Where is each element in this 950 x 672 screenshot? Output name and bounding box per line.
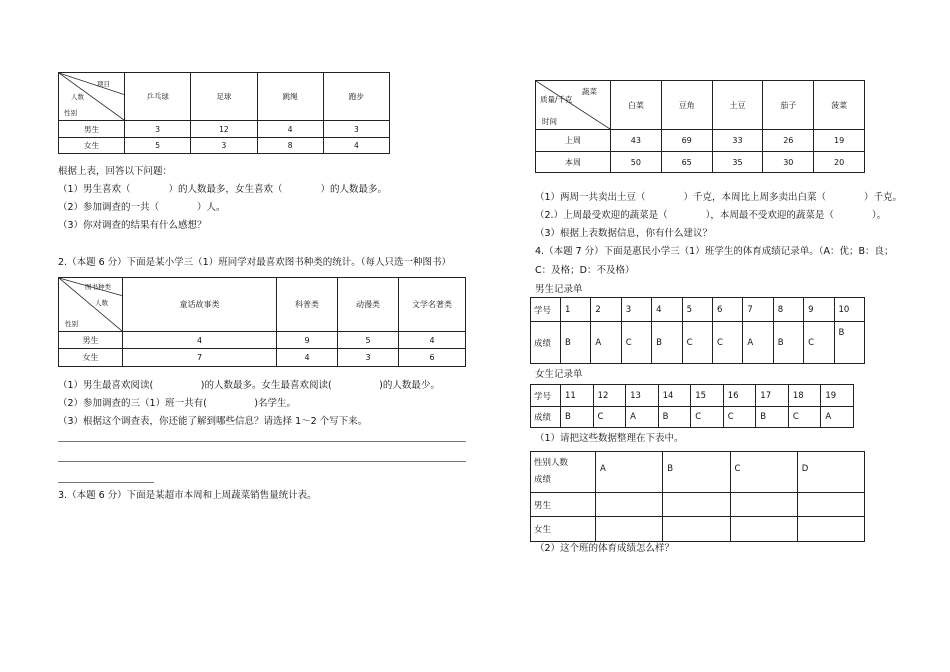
summary-header-bottom: 成绩 <box>534 475 552 485</box>
cell: 3 <box>338 349 399 367</box>
answer-line <box>58 482 154 483</box>
cell: 18 <box>788 385 821 407</box>
cell: A <box>743 322 773 364</box>
cell: B <box>561 322 591 364</box>
answer-cell[interactable] <box>797 517 864 542</box>
cell: 11 <box>561 385 594 407</box>
cell: B <box>756 407 789 428</box>
cell: C <box>712 322 742 364</box>
vegetable-table-header-diag <box>536 81 611 130</box>
col-header: 童话故事类 <box>123 278 277 332</box>
cell: 20 <box>814 152 865 173</box>
cell: 3 <box>323 121 389 138</box>
cell: 33 <box>712 130 763 152</box>
table-row <box>59 349 466 367</box>
cell: 2 <box>591 298 621 322</box>
cell: 8 <box>257 138 323 154</box>
cell: C <box>723 407 756 428</box>
row-label: 男生 <box>59 121 125 138</box>
cell: 5 <box>338 332 399 349</box>
cell: C <box>682 322 712 364</box>
cell: 5 <box>682 298 712 322</box>
girls-record-title: 女生记录单 <box>535 369 583 380</box>
col-header: 白菜 <box>611 81 662 130</box>
col-header: 足球 <box>191 73 257 121</box>
cell: 19 <box>821 385 854 407</box>
hdr-item: 项目 <box>97 80 110 88</box>
girls-record-table <box>530 384 854 428</box>
cell: C <box>691 407 724 428</box>
col-header: 跑步 <box>323 73 389 121</box>
q4-title-2: C：及格；D：不及格） <box>535 265 635 276</box>
cell: B <box>652 322 682 364</box>
cell: 3 <box>621 298 651 322</box>
col-header: 文学名著类 <box>399 278 466 332</box>
col-header: 科普类 <box>277 278 338 332</box>
cell: B <box>658 407 691 428</box>
row-label: 成绩 <box>531 407 561 428</box>
q3-c: （3）根据上表数据信息，你有什么建议？ <box>535 228 713 239</box>
row-label: 学号 <box>531 298 561 322</box>
cell: 50 <box>611 152 662 173</box>
cell: 9 <box>804 298 834 322</box>
hdr-weight: 质量/千克 <box>540 95 573 104</box>
cell: 30 <box>763 152 814 173</box>
cell: 7 <box>123 349 277 367</box>
cell: 12 <box>191 121 257 138</box>
cell: 6 <box>399 349 466 367</box>
row-label: 成绩 <box>531 322 561 364</box>
answer-cell[interactable] <box>663 517 730 542</box>
books-table <box>58 277 466 367</box>
hdr-time: 时间 <box>542 117 557 126</box>
hdr-people: 人数 <box>95 299 108 307</box>
cell: 4 <box>399 332 466 349</box>
cell: C <box>593 407 626 428</box>
col-header: 菠菜 <box>814 81 865 130</box>
answer-line <box>58 461 466 462</box>
row-label: 男生 <box>59 332 123 349</box>
q4-title-1: 4.（本题 7 分）下面是惠民小学三（1）班学生的体育成绩记录单。（A：优；B：良； <box>535 246 894 257</box>
answer-cell[interactable] <box>596 493 663 517</box>
boys-record-table <box>530 297 865 364</box>
answer-cell[interactable] <box>730 517 797 542</box>
cell: 9 <box>277 332 338 349</box>
table-row <box>531 298 865 322</box>
summary-header <box>531 452 596 493</box>
table-row <box>59 138 390 154</box>
col-header: C <box>730 452 797 493</box>
col-header: D <box>797 452 864 493</box>
col-header: B <box>663 452 730 493</box>
table-row <box>536 152 865 173</box>
cell: 17 <box>756 385 789 407</box>
cell: 26 <box>763 130 814 152</box>
answer-cell[interactable] <box>797 493 864 517</box>
table-row <box>531 322 865 364</box>
row-label: 学号 <box>531 385 561 407</box>
cell: A <box>591 322 621 364</box>
cell: 13 <box>626 385 659 407</box>
cell: 14 <box>658 385 691 407</box>
cell: 3 <box>125 121 191 138</box>
books-table-header-diag <box>59 278 123 332</box>
table-row <box>531 517 865 542</box>
cell: 16 <box>723 385 756 407</box>
table-row <box>536 130 865 152</box>
q1-b: （2）参加调查的一共（ ）人。 <box>58 202 226 213</box>
answer-cell[interactable] <box>730 493 797 517</box>
cell: 7 <box>743 298 773 322</box>
cell: C <box>621 322 651 364</box>
cell: 4 <box>652 298 682 322</box>
q2-title: 2.（本题 6 分）下面是某小学三（1）班同学对最喜欢图书种类的统计。（每人只选一种图书） <box>58 257 451 268</box>
hdr-gender: 性别 <box>64 109 77 117</box>
cell: 65 <box>661 152 712 173</box>
cell: B <box>561 407 594 428</box>
table-row <box>531 407 854 428</box>
col-header: 茄子 <box>763 81 814 130</box>
cell: B <box>834 322 864 364</box>
table-row <box>531 385 854 407</box>
cell: 4 <box>323 138 389 154</box>
table-row <box>59 121 390 138</box>
col-header: 土豆 <box>712 81 763 130</box>
q1-a: （1）男生喜欢（ ）的人数最多，女生喜欢（ ）的人数最多。 <box>58 184 388 195</box>
q4-task1: （1）请把这些数据整理在下表中。 <box>535 433 684 444</box>
hdr-veg: 蔬菜 <box>582 87 597 96</box>
cell: 4 <box>277 349 338 367</box>
q1-intro: 根据上表，回答以下问题： <box>58 166 173 177</box>
cell: 10 <box>834 298 864 322</box>
table-row <box>59 332 466 349</box>
col-header: 豆角 <box>661 81 712 130</box>
cell: 6 <box>712 298 742 322</box>
cell: 1 <box>561 298 591 322</box>
cell: 8 <box>773 298 803 322</box>
q3-a: （1）两周一共卖出土豆（ ）千克，本周比上周多卖出白菜（ ）千克。 <box>535 192 903 203</box>
hdr-people: 人数 <box>71 93 84 101</box>
q1-c: （3）你对调查的结果有什么感想？ <box>58 220 207 231</box>
q3-b: （2.）上周最受欢迎的蔬菜是（ ），本周最不受欢迎的蔬菜是（ ）。 <box>535 210 887 221</box>
q2-c: （3）根据这个调查表，你还能了解到哪些信息？请选择 1～2 个写下来。 <box>58 416 368 427</box>
sports-table-header-diag <box>59 73 125 121</box>
cell: 15 <box>691 385 724 407</box>
sports-table <box>58 72 390 154</box>
q2-b: （2）参加调查的三（1）班一共有( )名学生。 <box>58 398 297 409</box>
summary-header-top: 性别人数 <box>534 458 569 468</box>
col-header: A <box>596 452 663 493</box>
answer-cell[interactable] <box>596 517 663 542</box>
row-label: 女生 <box>531 517 596 542</box>
col-header: 乒乓球 <box>125 73 191 121</box>
answer-line <box>58 441 466 442</box>
cell: 19 <box>814 130 865 152</box>
cell: 4 <box>123 332 277 349</box>
cell: C <box>788 407 821 428</box>
q4-task2: （2）这个班的体育成绩怎么样？ <box>535 543 675 554</box>
cell: C <box>804 322 834 364</box>
cell: A <box>821 407 854 428</box>
table-row <box>531 493 865 517</box>
cell: B <box>773 322 803 364</box>
hdr-kind: 图书种类 <box>85 283 111 291</box>
cell: 12 <box>593 385 626 407</box>
answer-cell[interactable] <box>663 493 730 517</box>
q3-title: 3.（本题 6 分）下面是某超市本周和上周蔬菜销售量统计表。 <box>58 490 317 501</box>
row-label: 本周 <box>536 152 611 173</box>
q2-a: （1）男生最喜欢阅读( )的人数最多。女生最喜欢阅读( )的人数最少。 <box>58 380 440 391</box>
vegetable-table <box>535 80 865 173</box>
cell: 35 <box>712 152 763 173</box>
grade-summary-table <box>530 451 865 542</box>
row-label: 男生 <box>531 493 596 517</box>
cell: A <box>626 407 659 428</box>
cell: 43 <box>611 130 662 152</box>
cell: 3 <box>191 138 257 154</box>
row-label: 女生 <box>59 349 123 367</box>
cell: 69 <box>661 130 712 152</box>
cell: 4 <box>257 121 323 138</box>
row-label: 女生 <box>59 138 125 154</box>
hdr-gender: 性别 <box>65 320 78 328</box>
cell: 5 <box>125 138 191 154</box>
row-label: 上周 <box>536 130 611 152</box>
col-header: 跳绳 <box>257 73 323 121</box>
col-header: 动漫类 <box>338 278 399 332</box>
boys-record-title: 男生记录单 <box>535 284 583 295</box>
